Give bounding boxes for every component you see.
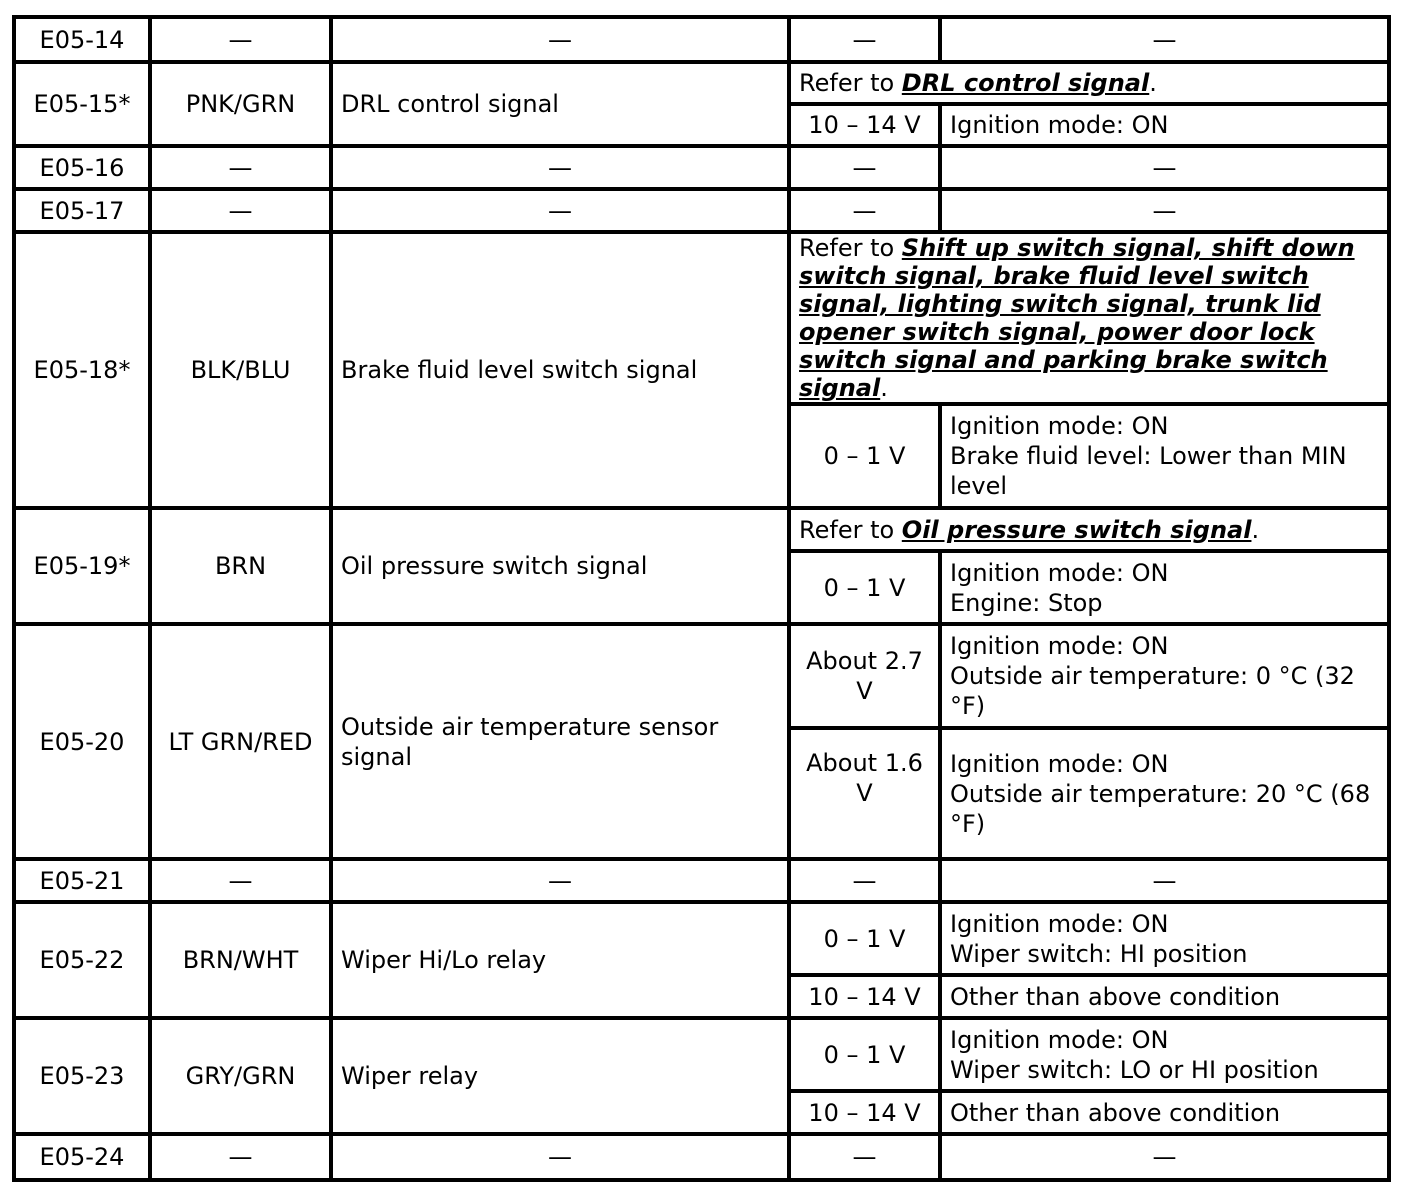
reference-prefix: Refer to [799,515,902,544]
reference-suffix: . [880,374,888,402]
wire-color-cell: — [150,189,331,232]
value-cell: 10 – 14 V [789,104,940,146]
condition-line: Wiper switch: HI position [950,939,1248,968]
reference-prefix: Refer to [799,69,902,97]
terminal-cell: E05-24 [14,1134,150,1180]
description-cell: DRL control signal [331,62,789,146]
description-cell: Outside air temperature sensor signal [331,624,789,859]
value-cell: — [789,859,940,902]
description-cell: Wiper relay [331,1018,789,1134]
terminal-cell: E05-15* [14,62,150,146]
reference-link[interactable]: Shift up switch signal, shift down switch signal, brake fluid level switch signal, lighting switch signal, trunk lid opener switch signal, power door lock switch signal and parking brake switch signal [799,234,1355,402]
wire-color-cell: BRN/WHT [150,902,331,1018]
value-cell: 0 – 1 V [789,1018,940,1091]
terminal-cell: E05-22 [14,902,150,1018]
terminal-cell: E05-21 [14,859,150,902]
reference-suffix: . [1251,515,1260,544]
description-cell: — [331,859,789,902]
value-cell: — [789,1134,940,1180]
value-cell: — [789,17,940,62]
table-row [14,189,1389,232]
condition-line: Ignition mode: ON [950,558,1169,587]
table-row [14,62,1389,104]
condition-cell [940,902,1389,975]
description-cell: — [331,146,789,189]
value-cell: About 2.7 V [789,624,940,728]
condition-cell [940,728,1389,859]
condition-cell: — [940,146,1389,189]
wire-color-cell: LT GRN/RED [150,624,331,859]
condition-cell [940,551,1389,624]
condition-cell [940,404,1389,508]
reference-link[interactable]: DRL control signal [901,69,1150,97]
condition-line: Brake fluid level: Lower than MIN level [950,442,1347,500]
table-row [14,232,1389,404]
description-cell: Wiper Hi/Lo relay [331,902,789,1018]
terminal-cell: E05-23 [14,1018,150,1134]
condition-line: Ignition mode: ON [950,412,1169,440]
value-cell: About 1.6 V [789,728,940,859]
condition-line: Outside air temperature: 20 °C (68 °F) [950,779,1371,838]
wire-color-cell: BLK/BLU [150,232,331,508]
condition-line: Ignition mode: ON [950,1025,1169,1054]
table-row [14,624,1389,728]
table-row [14,1134,1389,1180]
terminal-cell: E05-16 [14,146,150,189]
condition-line: Ignition mode: ON [950,909,1169,938]
wire-color-cell: — [150,859,331,902]
condition-cell: — [940,1134,1389,1180]
description-cell: — [331,189,789,232]
table-row [14,146,1389,189]
terminal-cell: E05-18* [14,232,150,508]
wire-color-cell: PNK/GRN [150,62,331,146]
table-row [14,508,1389,551]
terminal-cell: E05-14 [14,17,150,62]
value-cell: 0 – 1 V [789,404,940,508]
value-cell: — [789,189,940,232]
reference-cell [789,232,1389,404]
condition-cell: Other than above condition [940,1091,1389,1134]
condition-line: Engine: Stop [950,588,1103,617]
description-cell: — [331,1134,789,1180]
condition-cell: — [940,189,1389,232]
condition-cell: Other than above condition [940,975,1389,1018]
description-cell: — [331,17,789,62]
reference-suffix: . [1149,69,1157,97]
terminal-cell: E05-17 [14,189,150,232]
condition-cell: — [940,859,1389,902]
reference-cell [789,62,1389,104]
reference-cell [789,508,1389,551]
terminal-cell: E05-20 [14,624,150,859]
reference-link[interactable]: Oil pressure switch signal [901,515,1252,544]
terminal-table [12,15,1391,1182]
condition-line: Ignition mode: ON [950,749,1169,778]
terminal-cell: E05-19* [14,508,150,624]
wire-color-cell: — [150,17,331,62]
wire-color-cell: — [150,146,331,189]
value-cell: 10 – 14 V [789,975,940,1018]
condition-cell [940,624,1389,728]
description-cell: Brake fluid level switch signal [331,232,789,508]
condition-line: Wiper switch: LO or HI position [950,1055,1319,1084]
value-cell: 0 – 1 V [789,902,940,975]
table-row [14,17,1389,62]
table-row [14,902,1389,975]
condition-line: Ignition mode: ON [950,632,1169,660]
reference-prefix: Refer to [799,234,902,262]
wire-color-cell: — [150,1134,331,1180]
condition-line: Outside air temperature: 0 °C (32 °F) [950,662,1355,720]
condition-cell [940,1018,1389,1091]
wire-color-cell: GRY/GRN [150,1018,331,1134]
condition-cell: — [940,17,1389,62]
value-cell: 10 – 14 V [789,1091,940,1134]
description-cell: Oil pressure switch signal [331,508,789,624]
value-cell: 0 – 1 V [789,551,940,624]
wire-color-cell: BRN [150,508,331,624]
condition-cell: Ignition mode: ON [940,104,1389,146]
table-row [14,1018,1389,1091]
value-cell: — [789,146,940,189]
table-row [14,859,1389,902]
